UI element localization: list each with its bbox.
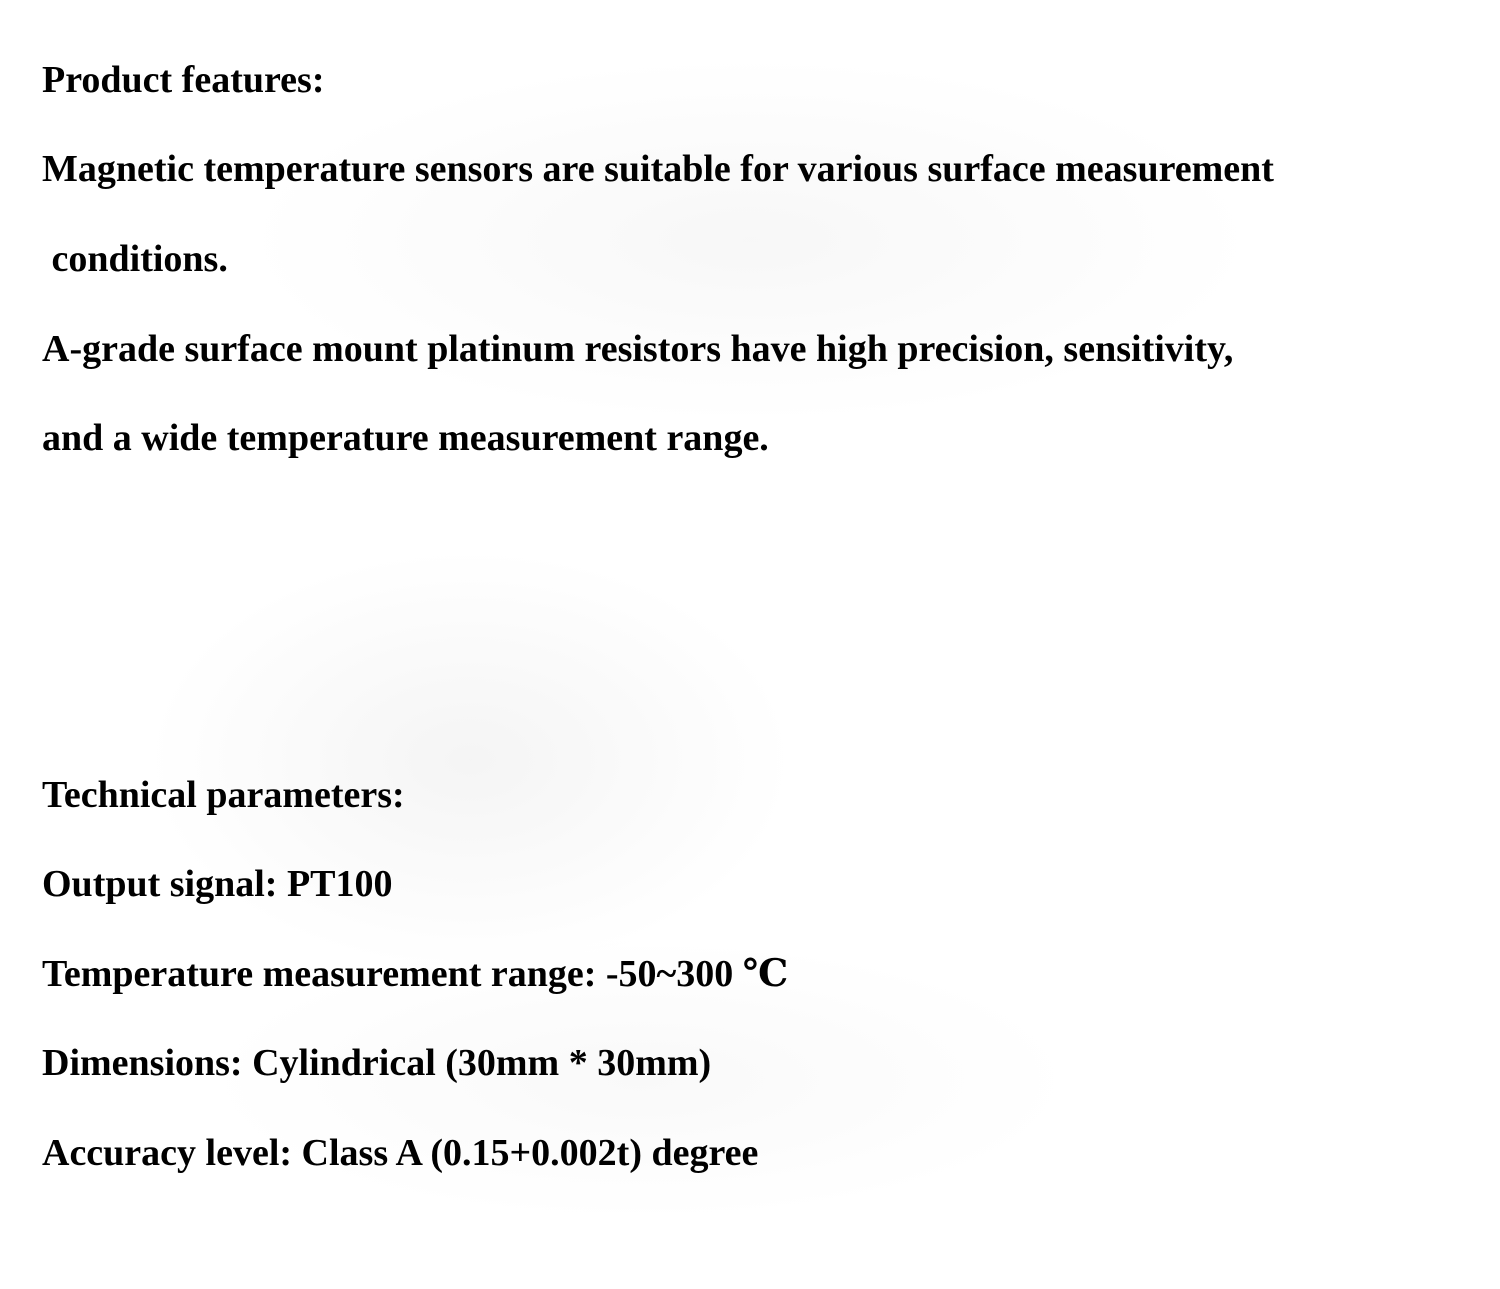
feature-line: and a wide temperature measurement range. xyxy=(42,417,769,459)
technical-parameters-heading: Technical parameters: xyxy=(42,774,405,816)
product-features-heading: Product features: xyxy=(42,59,325,101)
feature-line: A-grade surface mount platinum resistors have high precision, sensitivity, xyxy=(42,328,1234,370)
feature-line: Magnetic temperature sensors are suitable for various surface measurement xyxy=(42,148,1274,190)
parameter-output-signal: Output signal: PT100 xyxy=(42,863,393,905)
parameter-temperature-range: Temperature measurement range: -50~300 ℃ xyxy=(42,953,789,995)
parameter-dimensions: Dimensions: Cylindrical (30mm * 30mm) xyxy=(42,1042,712,1084)
feature-line: conditions. xyxy=(42,238,228,280)
parameter-accuracy-level: Accuracy level: Class A (0.15+0.002t) degree xyxy=(42,1132,759,1174)
